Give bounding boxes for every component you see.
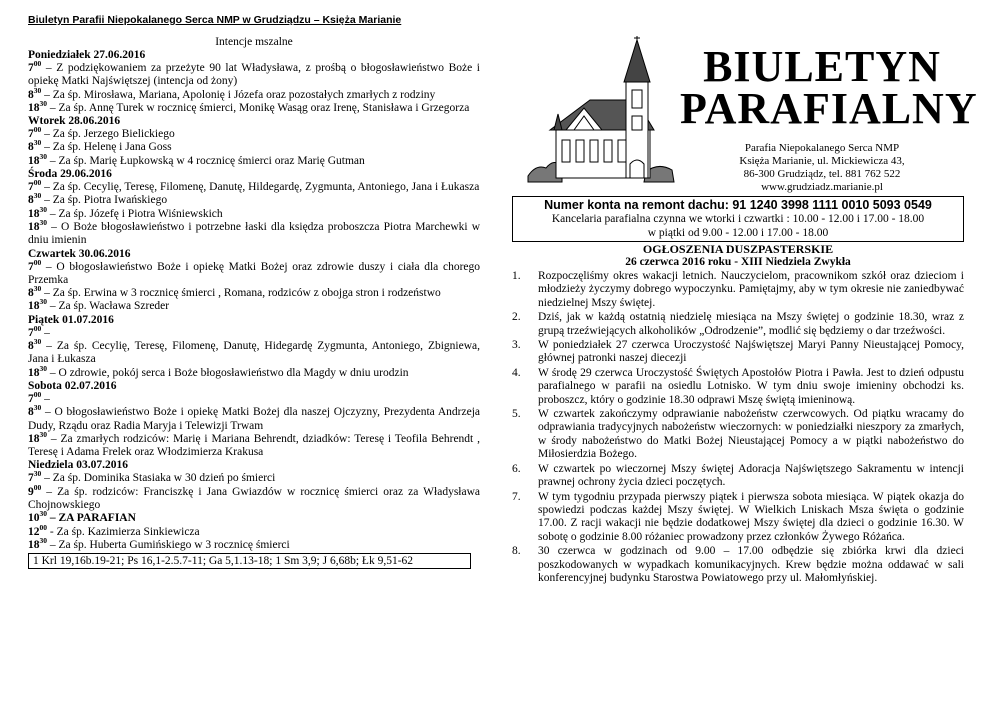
intention-text: Za śp. Helenę i Jana Goss — [52, 141, 172, 154]
intention-text: O błogosławieństwo Boże i opiekę Matki Bożej oraz zdrowie duszy i ciała dla chorego Przemka — [28, 260, 480, 286]
intention-text: Za śp. Cecylię, Teresę, Filomenę, Danutę, Hidegardę Zygmunta, Antoniego, Zbigniewa, Jana i Łukasza — [28, 340, 481, 366]
address-line: 86-300 Grudziądz, tel. 881 762 522 — [743, 168, 901, 180]
mass-time: $7^{00}$ — [28, 59, 42, 74]
announcement-item: 2. Dziś, jak w każdą ostatnią niedzielę miesiąca na Mszy świętej o godzinie 18.30, wraz z grupą trzeźwiejących alkoholików „Odrodzenie”, modlić się będziemy o dar trzeźwości. — [512, 311, 964, 337]
mass-time: $18^{30}$ — [28, 218, 47, 233]
mass-time: $8^{30}$ — [28, 85, 42, 101]
mass-time: $8^{30}$ — [28, 403, 42, 419]
mass-time: $8^{30}$ — [28, 191, 42, 207]
announcement-item: 6. W czwartek po wieczornej Mszy świętej Adoracja Najświętszego Sakramentu w intencji prawnej ochrony życia dzieci poczętych. — [512, 462, 964, 489]
announcement-item: 8. 30 czerwca w godzinach od 9.00 – 17.00 odbędzie się zbiórka krwi dla dzieci poszkodowanych w wypadkach komunikacyjnych. Krew będzie można oddawać w sali konferencyjnej budynku Starostwa Powiatowego przy ul. Małomłyńskiej. — [512, 545, 964, 584]
intention-text: O Boże błogosławieństwo i potrzebne łaski dla księdza proboszcza Piotra Marchewki w dniu imienin — [28, 220, 480, 247]
intention-text: Za śp. Jerzego Bielickiego — [52, 128, 175, 141]
mass-intention: $8^{30}$ – Za śp. Piotra Iwańskiego — [28, 191, 168, 207]
mass-time: $18^{30}$ — [28, 151, 47, 167]
church-illustration — [526, 36, 676, 184]
mass-time: $8^{30}$ — [28, 284, 42, 300]
intention-text: Za śp. Wacława Szreder — [58, 300, 170, 313]
masthead-title-line1: BIULETYN — [703, 42, 941, 91]
mass-intention: $8^{30}$ – Za śp. Erwina w 3 rocznicę śmierci , Romana, rodziców z obojga stron i rodzeństwo — [28, 284, 441, 300]
announcement-item: 5. W czwartek zakończymy odprawianie nabożeństw czerwcowych. Od piątku wracamy do odprawiania tradycyjnych nabożeństw wieczornych: w poniedziałki nieszpory za zmarłych, w środy nabożeństwo do Matki Bożej Nieustającej Pomocy a w piątki nabożeństwo do Miłosierdzia Bożego. — [512, 408, 964, 461]
mass-intention: $7^{00}$ – — [28, 390, 50, 405]
mass-time: $10^{30}$ — [28, 509, 47, 525]
mass-intention: $7^{00}$ – Za śp. Cecylię, Teresę, Filomenę, Danutę, Hildegardę, Zygmunta, Antoniego, Jana i Łukasza — [28, 178, 480, 194]
intention-text: Za śp. Kazimierza Sinkiewicza — [56, 525, 200, 538]
mass-intention: $18^{30}$ – Za śp. Huberta Gumińskiego w 3 rocznicę śmierci — [28, 536, 290, 551]
mass-intention: $18^{30}$ – Za śp. Józefę i Piotra Wiśniewskich — [28, 204, 223, 220]
intention-text: Za śp. Dominika Stasiaka w 30 dzień po śmierci — [52, 472, 276, 485]
intention-text: O zdrowie, pokój serca i Boże błogosławieństwo dla Magdy w dniu urodzin — [58, 366, 409, 379]
mass-time: $8^{30}$ — [28, 138, 42, 154]
announcements-subtitle: 26 czerwca 2016 roku - XIII Niedziela Zwykła — [625, 256, 851, 268]
mass-time: $7^{00}$ — [28, 125, 42, 141]
mass-time: $7^{00}$ — [28, 178, 42, 194]
intention-text: O błogosławieństwo Boże i opiekę Matki Bożej dla naszej Ojczyzny, Prezydenta Andrzeja Dudy, Rządu oraz Radia Maryja i Telewizji Trwam — [28, 406, 480, 432]
mass-intention: $18^{30}$ – O Boże błogosławieństwo i potrzebne łaski dla księdza proboszcza Piotra Marchewki w dniu imienin — [28, 218, 480, 247]
mass-intention: $7^{30}$ – Za śp. Dominika Stasiaka w 30 dzień po śmierci — [28, 469, 276, 485]
mass-intention: $7^{00}$ – — [28, 323, 50, 339]
day-title: Sobota 02.07.2016 — [28, 379, 117, 392]
mass-intention: $12^{00}$ - Za śp. Kazimierza Sinkiewicza — [28, 522, 200, 538]
mass-intention: $8^{30}$ – Za śp. Helenę i Jana Goss — [28, 138, 172, 154]
announcement-item: 1. Rozpoczęliśmy okres wakacji letnich. Nauczycielom, pracownikom szkół oraz dzieciom i młodzieży życzymy dobrego wypoczynku. Pamiętajmy, aby w tym okresie nie zaniedbywać niedzielnej Mszy świętej. — [512, 270, 964, 309]
mass-intention: $7^{00}$ – Za śp. Jerzego Bielickiego — [28, 125, 175, 141]
info-box — [512, 196, 964, 242]
mass-intention: $18^{30}$ – Za zmarłych rodziców: Marię i Mariana Behrendt, dziadków: Teresę i Teofila Behrendt , Teresę i Adama Frelek oraz Włodzimierza Krakusa — [28, 430, 481, 459]
mass-intention: $8^{30}$ – Za śp. Mirosława, Mariana, Apolonię i Józefa oraz pozostałych zmarłych z rodziny — [28, 85, 436, 101]
mass-time: $12^{00}$ — [28, 522, 47, 538]
address-website: www.grudziadz.marianie.pl — [761, 181, 883, 193]
intention-text: Za śp. Marię Łupkowską w 4 rocznicę śmierci oraz Marię Gutman — [58, 154, 365, 167]
masthead-title-line2: PARAFIALNY — [680, 84, 978, 133]
day-title: Piątek 01.07.2016 — [28, 313, 114, 326]
left-column — [28, 14, 480, 569]
mass-time: $18^{30}$ — [28, 204, 47, 220]
mass-time: $18^{30}$ — [28, 430, 47, 445]
mass-intention: $7^{00}$ – O błogosławieństwo Boże i opiekę Matki Bożej oraz zdrowie duszy i ciała dla chorego Przemka — [28, 257, 480, 286]
mass-intention: $18^{30}$ – O zdrowie, pokój serca i Boże błogosławieństwo dla Magdy w dniu urodzin — [28, 363, 409, 379]
day-title: Czwartek 30.06.2016 — [28, 247, 131, 260]
address-line: Parafia Niepokalanego Serca NMP — [744, 142, 900, 154]
mass-time: $7^{00}$ — [28, 390, 42, 405]
mass-time: $7^{00}$ — [28, 323, 42, 339]
intention-text: Za śp. rodziców: Franciszkę i Jana Gwiazdów w rocznicę śmierci oraz za Władysława Chojnowskiego — [28, 485, 481, 512]
announcement-item: 3. W poniedziałek 27 czerwca Uroczystość Najświętszej Maryi Panny Nieustającej Pomocy, głównej patronki naszej diecezji — [512, 339, 964, 365]
intention-text: Za śp. Mirosława, Mariana, Apolonię i Józefa oraz pozostałych zmarłych z rodziny — [52, 88, 436, 101]
announcement-item: 7. W tym tygodniu przypada pierwszy piątek i pierwsza sobota miesiąca. W piątek okazja do spowiedzi podczas każdej Mszy świętej. W Wielkich Lniskach Msza święta o godzinie 17.00. Z racji wakacji nie będzie dodatkowej Mszy świętej dla dzieci o godzinie 16.30. W sobotę o godzinie 8.00 różaniec prowadzony przez członków Żywego Różańca. — [512, 490, 964, 543]
mass-intention: $18^{30}$ – Za śp. Wacława Szreder — [28, 297, 170, 313]
mass-time: $18^{30}$ — [28, 363, 47, 379]
mass-time: $7^{00}$ — [28, 257, 42, 273]
address-line: Księża Marianie, ul. Mickiewicza 43, — [739, 155, 905, 167]
office-hours-line: w piątki od 9.00 - 12.00 i 17.00 - 18.00 — [647, 226, 829, 239]
mass-intention: $7^{00}$ – Z podziękowaniem za przeżyte 90 lat Władysława, z prośbą o błogosławieństwo Boże i opiekę Matki Najświętszej (intencja od żony) — [28, 59, 480, 88]
office-hours-line: Kancelaria parafialna czynna we wtorki i czwartki : 10.00 - 12.00 i 17.00 - 18.00 — [551, 213, 925, 225]
mass-intention: $9^{00}$ – Za śp. rodziców: Franciszkę i Jana Gwiazdów w rocznicę śmierci oraz za Władysława Chojnowskiego — [28, 482, 481, 512]
announcements-list — [512, 270, 964, 585]
masthead — [512, 14, 978, 194]
day-title: Niedziela 03.07.2016 — [28, 459, 128, 472]
intention-text: Za śp. Piotra Iwańskiego — [52, 194, 168, 207]
intentions-title: Intencje mszalne — [215, 36, 293, 48]
intention-text: Za śp. Annę Turek w rocznicę śmierci, Monikę Wasąg oraz Irenę, Stanisława i Grzegorza — [58, 101, 470, 114]
intentions-list — [28, 49, 480, 552]
announcements-title: OGŁOSZENIA DUSZPASTERSKIE — [642, 242, 834, 256]
mass-time: $18^{30}$ — [28, 297, 47, 313]
intention-text: Za śp. Erwina w 3 rocznicę śmierci , Romana, rodziców z obojga stron i rodzeństwo — [52, 287, 441, 300]
day-title: Poniedziałek 27.06.2016 — [28, 49, 146, 61]
mass-time: $7^{30}$ — [28, 469, 42, 485]
mass-intention: $8^{30}$ – O błogosławieństwo Boże i opiekę Matki Bożej dla naszej Ojczyzny, Prezydenta Andrzeja Dudy, Rządu oraz Radia Maryja i Telewizji Trwam — [28, 403, 480, 432]
intention-text: Za zmarłych rodziców: Marię i Mariana Behrendt, dziadków: Teresę i Teofila Behrendt , Teresę i Adama Frelek oraz Włodzimierza Krakusa — [28, 432, 481, 459]
intention-text: Za śp. Huberta Gumińskiego w 3 rocznicę śmierci — [58, 538, 290, 551]
mass-time: $8^{30}$ — [28, 337, 42, 353]
day-title: Wtorek 28.06.2016 — [28, 115, 121, 128]
right-column — [512, 14, 978, 586]
announcement-item: 4. W środę 29 czerwca Uroczystość Świętych Apostołów Piotra i Pawła. Jest to dzień odpustu parafialnego w parafii na osiedlu Lotnisko. W tym dniu swoje imieniny obchodzi ks. proboszcz, który o godzinie 18.30 odprawi Mszę świętą imieninową. — [512, 366, 964, 406]
masthead-title — [680, 42, 978, 133]
intention-text: ZA PARAFIAN — [58, 512, 136, 525]
mass-intention: $18^{30}$ – Za śp. Marię Łupkowską w 4 rocznicę śmierci oraz Marię Gutman — [28, 151, 365, 167]
intention-text: Z podziękowaniem za przeżyte 90 lat Władysława, z prośbą o błogosławieństwo Boże i opiekę Matki Najświętszej (intencja od żony) — [28, 62, 480, 88]
mass-intention: $8^{30}$ – Za śp. Cecylię, Teresę, Filomenę, Danutę, Hidegardę Zygmunta, Antoniego, Zbigniewa, Jana i Łukasza — [28, 337, 481, 366]
intention-text: Za śp. Józefę i Piotra Wiśniewskich — [58, 207, 223, 220]
mass-intention: $18^{30}$ – Za śp. Annę Turek w rocznicę śmierci, Monikę Wasąg oraz Irenę, Stanisława i Grzegorza — [28, 99, 470, 114]
bulletin-header: Biuletyn Parafii Niepokalanego Serca NMP w Grudziądzu – Księża Marianie — [28, 14, 402, 26]
readings-box: 1 Krl 19,16b.19-21; Ps 16,1-2.5.7-11; Ga 5,1.13-18; 1 Sm 3,9; J 6,68b; Łk 9,51-62 — [28, 553, 471, 569]
parish-address — [722, 142, 922, 194]
mass-time: $18^{30}$ — [28, 536, 47, 551]
mass-time: $9^{00}$ — [28, 482, 42, 498]
intention-text: Za śp. Cecylię, Teresę, Filomenę, Danutę, Hildegardę, Zygmunta, Antoniego, Jana i Łukasza — [52, 181, 480, 194]
day-title: Środa 29.06.2016 — [28, 168, 112, 181]
mass-time: $18^{30}$ — [28, 99, 47, 114]
bank-account: Numer konta na remont dachu: 91 1240 3998 1111 0010 5093 0549 — [544, 198, 932, 212]
mass-intention: $10^{30}$ – ZA PARAFIAN — [28, 509, 136, 525]
